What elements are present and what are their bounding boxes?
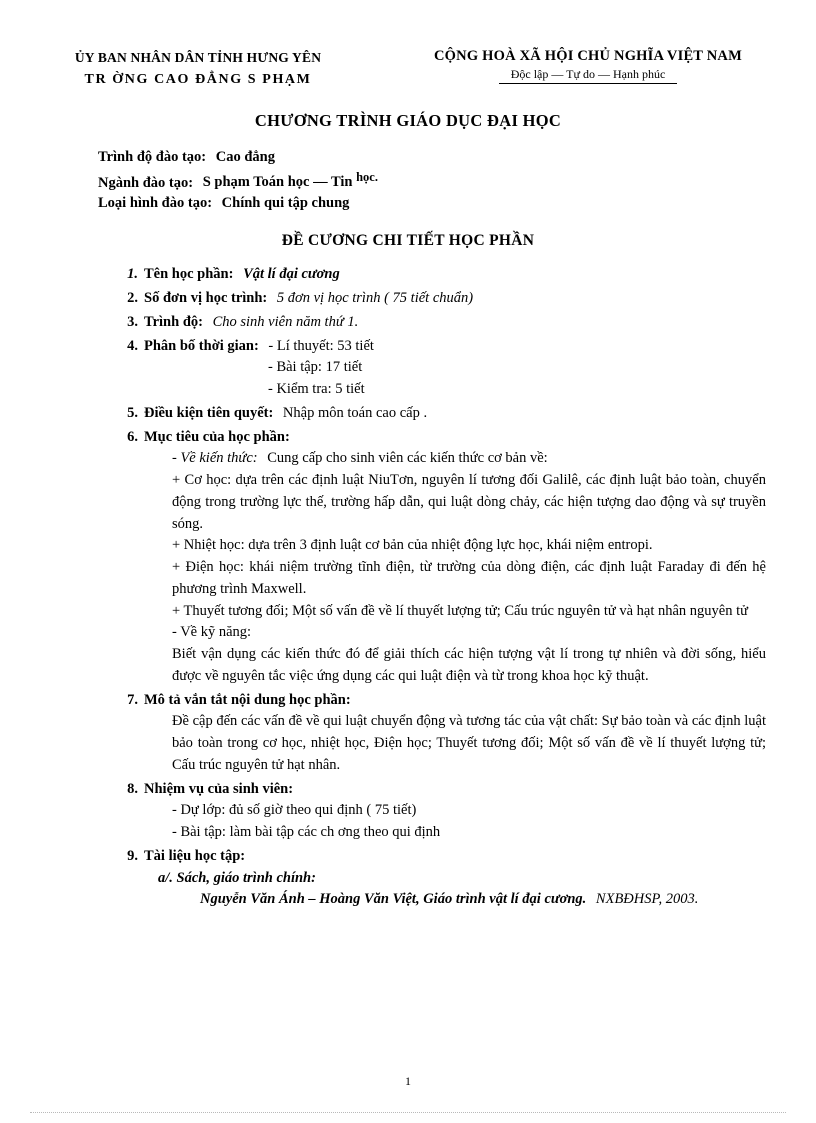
meta-type-row [98,193,768,214]
item-6-skill-label: - Về kỹ năng: [172,624,252,641]
meta-major-value-sup: học. [356,169,378,184]
list-item-5 [127,403,768,425]
bottom-divider [30,1112,786,1113]
item-value-1: Vật lí đại cương [243,266,340,283]
list-item-1 [127,264,768,286]
item-label-7: Mô tả vắn tắt nội dung học phần: [144,691,351,708]
item-label-8: Nhiệm vụ của sinh viên: [144,780,294,797]
item-9-reference-rest: NXBĐHSP, 2003. [595,891,699,908]
item-6-bullet-1: + Cơ học: dựa trên các định luật NiuTơn, nguyên lí tương đối Galilê, các định luật bảo toàn, chuyển động trong trường lực thế, trường hấp dẫn, qui luật dòng chảy, các hiện tượng dao động và sự truyền sóng. [172,472,766,532]
document-body [48,264,768,911]
list-item-9 [127,846,768,911]
item-value-3: Cho sinh viên năm thứ 1. [212,313,359,330]
issuing-authority-line1: ỦY BAN NHÂN DÂN TỈNH HƯNG YÊN [74,50,322,65]
document-header [48,48,768,91]
item-9-sub-label: a/. Sách, giáo trình chính: [158,869,316,886]
item-value-4-line1: - Lí thuyết: 53 tiết [268,337,374,354]
item-6-bullet-3: + Điện học: khái niệm trường tĩnh điện, từ trường của dòng điện, các định luật Faraday đi đến hệ phương trình Maxwell. [172,559,766,597]
item-6-bullet-2: + Nhiệt học: dựa trên 3 định luật cơ bản của nhiệt động lực học, khái niệm entropi. [172,537,653,554]
section-title: ĐỀ CƯƠNG CHI TIẾT HỌC PHẦN [281,232,535,250]
item-number-4: 4. [127,337,138,354]
issuing-authority-line2: TR ỜNG CAO ĐẲNG S PHẠM [84,71,312,87]
item-6-bullet-4: + Thuyết tương đối; Một số vấn đề về lí thuyết lượng tử; Cấu trúc nguyên tử và hạt nhân nguyên tử [172,602,748,619]
list-item-6 [127,427,768,688]
header-right-block [408,48,768,84]
item-6-knowledge-label: - Về kiến thức: [172,450,258,467]
item-9-reference [144,889,768,911]
meta-major-value: S phạm Toán học — Tin [202,174,353,191]
header-left-block [48,48,348,91]
item-number-2: 2. [127,290,138,307]
item-6-knowledge-row [144,448,768,470]
list-item-2 [127,288,768,310]
item-label-4: Phân bố thời gian: [144,337,259,354]
item-label-1: Tên học phần: [144,266,234,283]
meta-major-row [98,168,768,194]
national-motto: Độc lập — Tự do — Hạnh phúc [499,66,678,84]
item-number-5: 5. [127,404,138,421]
meta-major-label: Ngành đào tạo: [98,174,194,191]
item-value-4-line2: - Bài tập: 17 tiết [268,359,363,376]
item-8-line-1: - Dự lớp: đủ số giờ theo qui định ( 75 tiết) [172,802,417,819]
item-number-6: 6. [127,428,138,445]
list-item-4 [127,336,768,401]
list-item-3 [127,312,768,334]
list-item-7 [127,690,768,777]
item-value-5: Nhập môn toán cao cấp . [282,404,428,421]
national-title: CỘNG HOÀ XÃ HỘI CHỦ NGHĨA VIỆT NAM [434,48,742,64]
meta-type-label: Loại hình đào tạo: [98,195,213,212]
item-number-7: 7. [127,691,138,708]
meta-level-row [98,147,768,168]
item-number-1: 1. [127,266,138,283]
item-value-4-line3: - Kiểm tra: 5 tiết [268,381,365,398]
meta-level-label: Trình độ đào tạo: [98,148,207,165]
item-6-knowledge-intro: Cung cấp cho sinh viên các kiến thức cơ bản về: [267,450,548,467]
item-number-3: 3. [127,313,138,330]
page-number: 1 [405,1074,411,1088]
item-9-reference-bold: Nguyễn Văn Ánh – Hoàng Văn Việt, Giáo trình vật lí đại cương. [200,891,587,908]
outline-list [48,264,768,911]
item-label-9: Tài liệu học tập: [144,847,246,864]
item-6-skill-text: Biết vận dụng các kiến thức đó để giải thích các hiện tượng vật lí trong tự nhiên và đời sống, hiểu được về nguyên tắc việc ứng dụng các qui luật điện và từ trong khoa học kỹ thuật. [172,646,766,684]
meta-type-value: Chính qui tập chung [221,195,350,212]
item-value-2: 5 đơn vị học trình ( 75 tiết chuẩn) [276,290,474,307]
program-meta [48,147,768,215]
list-item-8 [127,779,768,844]
item-8-line-2: - Bài tập: làm bài tập các ch ơng theo qui định [172,824,441,841]
document-title: CHƯƠNG TRÌNH GIÁO DỤC ĐẠI HỌC [254,110,562,130]
item-label-2: Số đơn vị học trình: [144,290,268,307]
item-number-8: 8. [127,780,138,797]
item-7-text: Đề cập đến các vấn đề về qui luật chuyển động và tương tác của vật chất: Sự bảo toàn và các định luật bảo toàn trong cơ học, nhiệt học, Điện học; Thuyết tương đối; Một số vấn đề về lí thuyết lượng tử; Cấu trúc nguyên tử hạt nhân. [172,713,766,773]
item-label-6: Mục tiêu của học phần: [144,428,290,445]
item-number-9: 9. [127,847,138,864]
item-label-3: Trình độ: [144,313,203,330]
item-label-5: Điều kiện tiên quyết: [144,404,274,421]
meta-level-value: Cao đẳng [215,148,275,165]
